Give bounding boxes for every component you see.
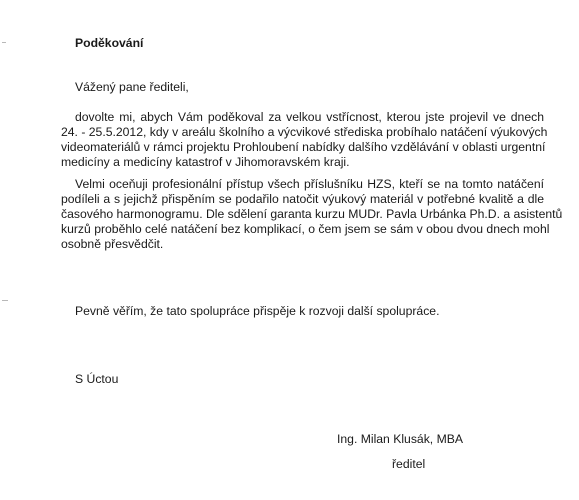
paragraph-line: kurzů proběhlo celé natáčení bez komplikací, o čem jsem se sám v obou dvou dnech mohl	[61, 222, 550, 236]
paragraph-line: Velmi oceňuji profesionální přístup všech příslušníku HZS, kteří se na tomto natáčení	[75, 177, 544, 191]
signature-name: Ing. Milan Klusák, MBA	[337, 432, 463, 446]
salutation: Vážený pane řediteli,	[75, 80, 189, 94]
closing-sentence: Pevně věřím, že tato spolupráce přispěje k rozvoji další spolupráce.	[75, 304, 440, 318]
scan-mark	[2, 300, 8, 301]
paragraph-line: videomateriálů v rámci projektu Prohloubení nabídky dalšího vzdělávání v oblasti urgentní	[61, 140, 546, 154]
paragraph-line: osobně přesvědčit.	[61, 237, 164, 251]
paragraph-line: medicíny a medicíny katastrof v Jihomoravském kraji.	[61, 155, 350, 169]
letter-heading: Poděkování	[75, 36, 144, 50]
paragraph-line: 24. - 25.5.2012, kdy v areálu školního a výcvikové střediska probíhalo natáčení výukových	[61, 125, 548, 139]
scan-mark	[2, 42, 6, 43]
paragraph-thanks	[61, 110, 548, 170]
paragraph-line: dovolte mi, abych Vám poděkoval za velkou vstřícnost, kterou jste projevil ve dnech	[75, 110, 544, 124]
sign-off: S Úctou	[75, 372, 119, 386]
paragraph-appreciation	[61, 177, 563, 252]
paragraph-line: podíleli a s jejichž přispěním se podařilo natočit výukový materiál v potřebné kvalitě a dle	[61, 192, 544, 206]
signature-title: ředitel	[392, 457, 426, 471]
paragraph-line: časového harmonogramu. Dle sdělení garanta kurzu MUDr. Pavla Urbánka Ph.D. a asistentů	[61, 207, 563, 221]
